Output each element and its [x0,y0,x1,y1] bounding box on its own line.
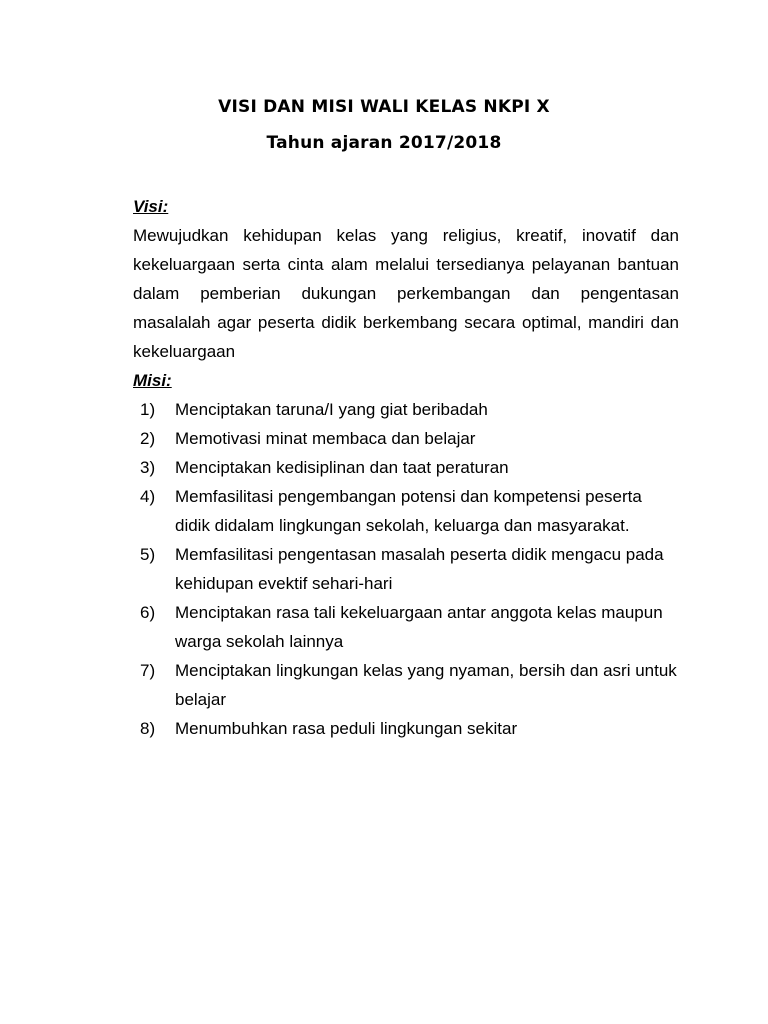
misi-item-number: 7) [140,661,156,680]
misi-item-text: Menciptakan kedisiplinan dan taat peraturan [175,458,509,477]
misi-heading: Misi: [133,371,172,390]
document-subtitle: Tahun ajaran 2017/2018 [266,133,502,153]
misi-item [133,540,679,598]
misi-item-number: 3) [140,458,156,477]
document-title: VISI DAN MISI WALI KELAS NKPI X [218,97,550,117]
misi-item [133,598,679,656]
misi-item-text: Memfasilitasi pengembangan potensi dan kompetensi peserta didik didalam lingkungan sekolah, keluarga dan masyarakat. [175,487,642,535]
misi-item-text: Menciptakan lingkungan kelas yang nyaman, bersih dan asri untuk belajar [175,661,677,709]
misi-item-text: Memotivasi minat membaca dan belajar [175,429,476,448]
misi-item-text: Menciptakan rasa tali kekeluargaan antar anggota kelas maupun warga sekolah lainnya [175,603,663,651]
misi-item-number: 2) [140,429,156,448]
misi-item [133,656,679,714]
visi-heading: Visi: [133,197,169,216]
visi-paragraph: Mewujudkan kehidupan kelas yang religius, kreatif, inovatif dan kekeluargaan serta cinta alam melalui tersedianya pelayanan bantuan dalam pemberian dukungan perkembangan dan pengentasan masalalah agar peserta didik berkembang secara optimal, mandiri dan kekeluargaan [133,226,679,361]
misi-item [133,424,679,453]
misi-item-text: Memfasilitasi pengentasan masalah peserta didik mengacu pada kehidupan evektif sehari-hari [175,545,664,593]
misi-item-number: 1) [140,400,156,419]
misi-list [133,395,679,743]
misi-item [133,482,679,540]
document-body [133,192,679,743]
misi-item [133,714,679,743]
misi-item-number: 4) [140,487,156,506]
misi-item-text: Menumbuhkan rasa peduli lingkungan sekitar [175,719,518,738]
misi-item-text: Menciptakan taruna/I yang giat beribadah [175,400,488,419]
misi-item [133,395,679,424]
misi-item-number: 8) [140,719,156,738]
misi-item-number: 6) [140,603,156,622]
misi-item-number: 5) [140,545,156,564]
misi-item [133,453,679,482]
